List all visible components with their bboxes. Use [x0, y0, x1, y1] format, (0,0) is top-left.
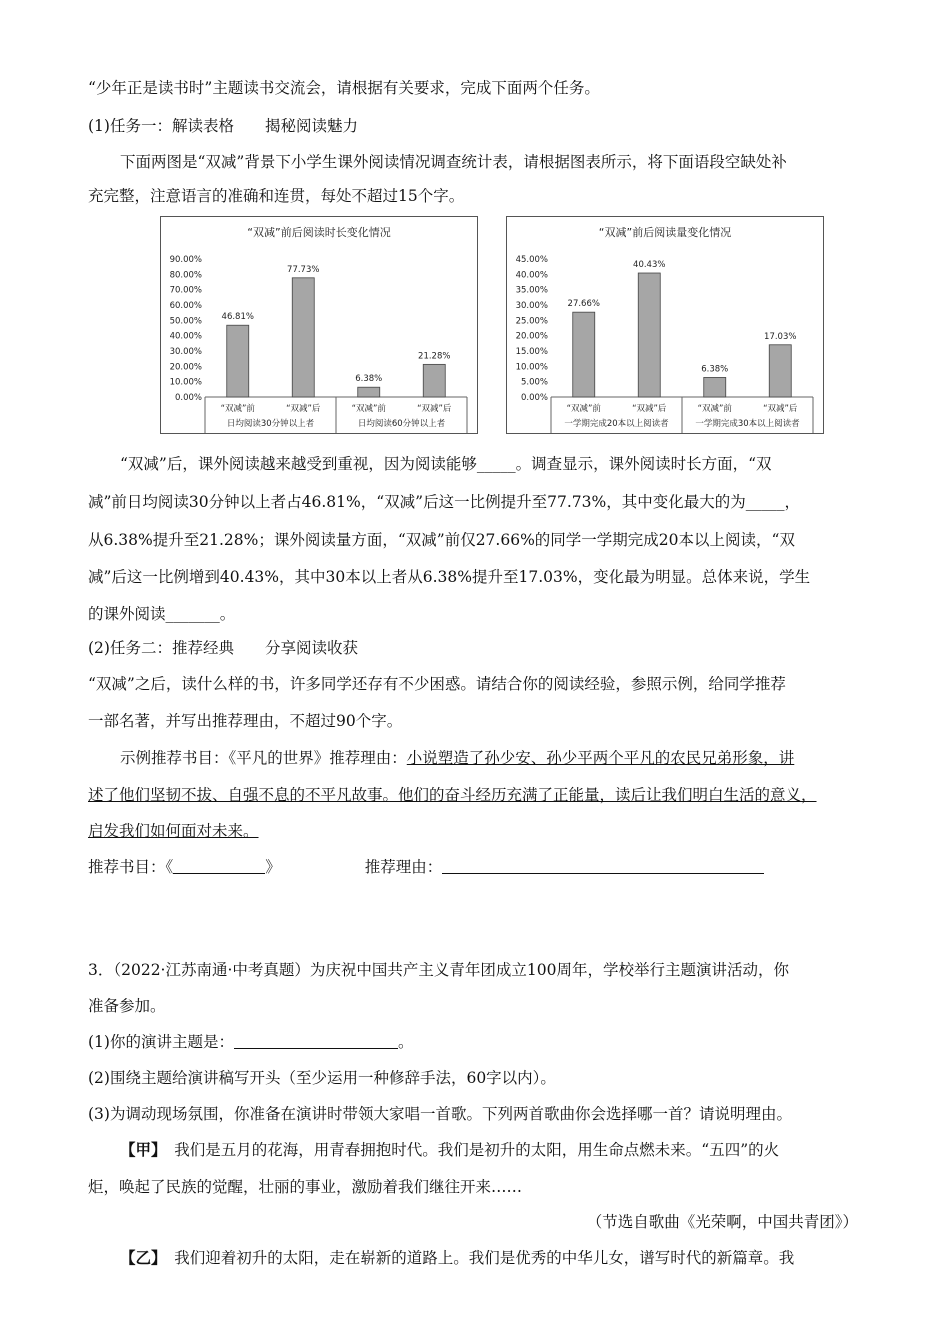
y-tick-label: 10.00%	[515, 362, 548, 373]
book-label: 推荐书目：《	[88, 858, 174, 876]
para-line-2: 减”前日均阅读30分钟以上者占46.81%，“双减”后这一比例提升至77.73%，其中变化最大的为_____，	[88, 493, 800, 511]
song-jia-label: 【甲】	[120, 1140, 159, 1159]
bar-data-label: 6.38%	[701, 364, 729, 375]
bar	[573, 312, 595, 397]
y-tick-label: 15.00%	[515, 347, 548, 357]
x-category-label: “双减”后	[632, 404, 667, 414]
chart-reading-volume-svg	[507, 217, 823, 433]
example-recommendation	[120, 748, 794, 768]
q3-sub-1-label: (1)你的演讲主题是：	[88, 1033, 234, 1051]
y-tick-label: 20.00%	[515, 331, 548, 342]
para-line-1: “双减”后，课外阅读越来越受到重视，因为阅读能够_____。调查显示，课外阅读时长方面，“双	[120, 455, 772, 473]
x-category-label: “双减”前	[351, 404, 386, 414]
reason-blank[interactable]	[442, 859, 764, 874]
intro-text: “少年正是读书时”主题读书交流会，请根据有关要求，完成下面两个任务。	[88, 79, 600, 97]
song-yi-text-1: 我们迎着初升的太阳，走在崭新的道路上。我们是优秀的中华儿女，谱写时代的新篇章。我	[158, 1249, 795, 1267]
y-tick-label: 35.00%	[515, 285, 548, 296]
song-yi-line-1	[120, 1248, 794, 1268]
q3-stem: 3．（2022·江苏南通·中考真题）为庆祝中国共产主义青年团成立100周年，学校举行主题演讲活动，你	[88, 961, 789, 979]
bar	[292, 278, 314, 397]
song-jia-line-1	[120, 1140, 779, 1160]
y-tick-label: 60.00%	[169, 301, 202, 311]
bar-data-label: 40.43%	[633, 260, 666, 271]
q3-sub-3: (3)为调动现场氛围，你准备在演讲时带领大家唱一首歌。下列两首歌曲你会选择哪一首？请说明理由。	[88, 1105, 792, 1123]
x-group-label: 日均阅读30分钟以上者	[226, 419, 315, 429]
chart-title: “双减”前后阅读量变化情况	[598, 226, 732, 239]
q3-stem-cont: 准备参加。	[88, 997, 166, 1015]
y-tick-label: 40.00%	[169, 331, 202, 342]
y-tick-label: 10.00%	[169, 377, 202, 388]
song-yi-label: 【乙】	[120, 1248, 159, 1267]
chart-title: “双减”前后阅读时长变化情况	[247, 226, 391, 239]
bar-data-label: 17.03%	[764, 331, 797, 342]
bar	[704, 377, 726, 397]
song-jia-line-2: 炬，唤起了民族的觉醒，壮丽的事业，激励着我们继往开来……	[88, 1178, 523, 1196]
x-category-label: “双减”后	[286, 404, 321, 414]
y-tick-label: 40.00%	[515, 270, 548, 281]
chart-reading-time-svg	[161, 217, 477, 433]
y-tick-label: 90.00%	[169, 255, 202, 265]
x-group-label: 一学期完成20本以上阅读者	[564, 419, 669, 429]
song-jia-source: （节选自歌曲《光荣啊，中国共青团》）	[586, 1213, 858, 1231]
x-group-label: 一学期完成30本以上阅读者	[695, 419, 800, 429]
book-title-blank[interactable]	[173, 859, 265, 874]
y-tick-label: 80.00%	[169, 270, 202, 281]
para-line-5: 的课外阅读_______。	[88, 605, 236, 623]
task1-title: (1)任务一：解读表格 揭秘阅读魅力	[88, 117, 358, 135]
chart-reading-time	[160, 216, 478, 434]
example-prefix: 示例推荐书目：《平凡的世界》推荐理由：	[120, 749, 407, 767]
book-close: 》	[265, 858, 281, 876]
para-line-3: 从6.38%提升至21.28%；课外阅读量方面，“双减”前仅27.66%的同学一学期完成20本以上阅读，“双	[88, 531, 795, 549]
y-tick-label: 70.00%	[169, 285, 202, 296]
y-tick-label: 30.00%	[169, 347, 202, 357]
x-category-label: “双减”前	[220, 404, 255, 414]
x-category-label: “双减”前	[566, 404, 601, 414]
bar-data-label: 27.66%	[567, 299, 600, 310]
y-tick-label: 50.00%	[169, 316, 202, 327]
x-group-label: 日均阅读60分钟以上者	[357, 419, 446, 429]
x-category-label: “双减”前	[697, 404, 732, 414]
bar-data-label: 77.73%	[287, 264, 320, 275]
example-reason-2: 述了他们坚韧不拔、自强不息的不平凡故事。他们的奋斗经历充满了正能量，读后让我们明白生活的意义，	[88, 786, 817, 804]
y-tick-label: 5.00%	[520, 377, 548, 388]
x-category-label: “双减”后	[763, 404, 798, 414]
theme-blank[interactable]	[234, 1034, 398, 1049]
bar-data-label: 6.38%	[355, 374, 383, 385]
bar	[769, 345, 791, 397]
reason-label: 推荐理由：	[364, 858, 443, 876]
q3-sub-2: (2)围绕主题给演讲稿写开头（至少运用一种修辞手法，60字以内）。	[88, 1069, 556, 1087]
x-category-label: “双减”后	[417, 404, 452, 414]
task2-title: (2)任务二：推荐经典 分享阅读收获	[88, 639, 358, 657]
bar	[638, 273, 660, 397]
q3-sub-1	[88, 1032, 413, 1052]
y-tick-label: 0.00%	[174, 393, 202, 403]
bar-data-label: 46.81%	[221, 312, 254, 323]
task1-instruction-cont: 充完整，注意语言的准确和连贯，每处不超过15个字。	[88, 187, 465, 205]
bar	[423, 364, 445, 397]
y-tick-label: 20.00%	[169, 362, 202, 373]
bar-data-label: 21.28%	[418, 351, 451, 362]
y-tick-label: 0.00%	[520, 393, 548, 403]
task2-instruction: “双减”之后，读什么样的书，许多同学还存有不少困惑。请结合你的阅读经验，参照示例，给同学推荐	[88, 675, 786, 693]
y-tick-label: 45.00%	[515, 255, 548, 265]
y-tick-label: 30.00%	[515, 301, 548, 311]
bar	[358, 387, 380, 397]
answer-row	[88, 857, 764, 877]
task2-instruction-cont: 一部名著，并写出推荐理由，不超过90个字。	[88, 712, 403, 730]
q3-sub-1-end: 。	[397, 1033, 414, 1051]
chart-reading-volume	[506, 216, 824, 434]
example-reason-1: 小说塑造了孙少安、孙少平两个平凡的农民兄弟形象，讲	[406, 749, 795, 767]
y-tick-label: 25.00%	[515, 316, 548, 327]
example-reason-3: 启发我们如何面对未来。	[88, 822, 259, 840]
bar	[227, 325, 249, 397]
task1-instruction: 下面两图是“双减”背景下小学生课外阅读情况调查统计表，请根据图表所示，将下面语段空缺处补	[120, 153, 787, 171]
para-line-4: 减”后这一比例增到40.43%，其中30本以上者从6.38%提升至17.03%，变化最为明显。总体来说，学生	[88, 568, 811, 586]
song-jia-text-1: 我们是五月的花海，用青春拥抱时代。我们是初升的太阳，用生命点燃未来。“五四”的火	[158, 1141, 780, 1159]
